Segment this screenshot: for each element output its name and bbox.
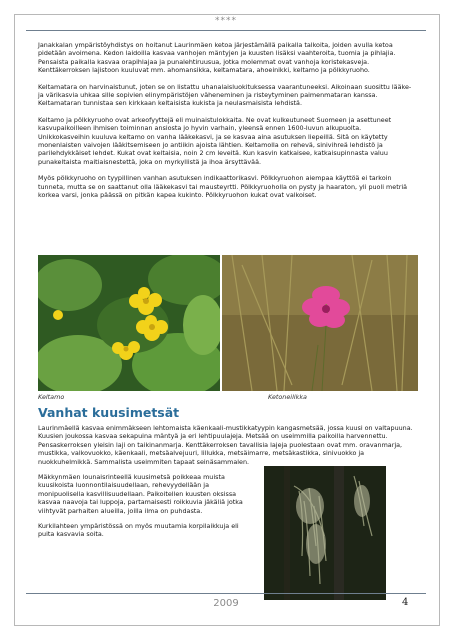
ketoneilikka-caption: Ketoneilikka [268,393,307,401]
paragraph-4: Myös pölkkyruoho on tyypillinen vanhan asutuksen indikaattorikasvi. Pölkkyruohon aiempaa käyttöä ei tarkoin tunneta, mutta se on saattanut olla lääkekasvi tai mausteyrtti. Pölkkyruoholla on pysty ja haaraton, yli puoli metriä korkea varsi, jonka päässä on pitkän kapea kukinto. Pölkkyruohon kukat ovat valkoiset. [38,174,408,200]
ketoneilikka-image [222,255,418,391]
header-rule [26,30,426,31]
section-paragraph-2: Mäkkynmäen lounaisrinteellä kuusimetsä poikkeaa muista kuusikoista luonnontilaisuudellaan, rehevyydellään ja monipuolisella kasvillisuudellaan. Paikoitellen kuusten oksissa kasvaa naavoja tai luppoja, partamaisesti roikkuvia jäkäliä jotka viihtyvät parhaiten alueilla, joilla ilma on puhdasta. [38,473,243,515]
body-text [38,41,414,208]
section-heading: Vanhat kuusimetsät [38,405,180,420]
section-paragraph-1: Laurinmäellä kasvaa enimmäkseen lehtomaista käenkaali-mustikkatyypin kangasmetsää, jossa kuusi on valtapuuna. Kuusien joukossa kasvaa sekapuina mäntyä ja eri lehtipuulajeja. Metsää on useimmilla paikoilla harvennettu. Pensaskerroksen yleisin laji on taikinanmarja. Kenttäkerroksen tavallisia lajeja puolestaan ovat mm. oravanmarja, mustikka, valkovuokko, käenkaali, metsäalvejuuri, lillukka, metsäimarre, metsäkastikka, sinivuokko ja nuokkuhelmikkä. Sammalista useimmiten tapaat seinäsammalen. [38,424,413,466]
paragraph-1: Janakkalan ympäristöyhdistys on hoitanut Laurinmäen ketoa järjestämällä paikalla talkoita, joiden avulla ketoa pidetään avoimena. Kedon laidoilla kasvaa vanhojen mäntyjen ja kuusten lisäksi vaahteroita, tuomia ja pihlajia. Pensaista paikalla kasvaa orapihlajaa ja punalehtiruusua, jotka molemmat ovat vanhoja koristekasveja. Kenttäkerroksen lajistoon kuuluvat mm. ahomansikka, keltamatara, ahoeinikki, keltamo ja pölkkyruoho. [38,41,396,75]
paragraph-3: Keltamo ja pölkkyruoho ovat arkeofyyttejä eli muinaistulokkaita. Ne ovat kulkeutuneet Suomeen ja asettuneet kasvupaikoilleen ihmisen toiminnan ansiosta jo hyvin varhain, yleensä ennen 1600-luvun alkupuolta. Unikkokasveihin kuuluva keltamo on vanha lääkekasvi, ja se kasvaa aina asutuksen liepeillä. Sitä on käytetty monenlaisten vaivojen lääkitsemiseen jo antiikin ajoista lähtien. Keltamolla on rehevä, sinivihreä lehdistö ja parilehdykkäiset lehdet. Kukat ovat keltaisia, noin 2 cm leveitä. Kun kasvin katkaisee, katkaisupinnasta valuu punakeltaista maitiaisnestettä, joka on myrkyllistä ja ihoa ärsyttävää. [38,115,392,166]
page-number: 4 [402,597,409,608]
forest-image [264,466,386,600]
header-mark: **** [215,16,237,26]
ketoneilikka-photo [222,255,418,391]
footer-rule [26,593,426,594]
footer-year: 2009 [213,598,239,609]
forest-photo [264,466,386,600]
section-paragraph-3: Kurkilahteen ympäristössä on myös muutamia korpilaikkuja eli puita kasvavia soita. [38,522,239,539]
keltamo-photo [38,255,220,391]
paragraph-2: Keltamatara on harvinaistunut, joten se on listattu uhanalaisluokituksessa vaarantuneeksi. Aikoinaan suosittu lääke- ja värikasvia uhkaa sille sopivien elinympäristöjen väheneminen ja risteytyminen paimenmataran kanssa. Keltamataran tunnistaa sen kirkkaan keltaisista kukista ja neulasmaisista lehdistä. [38,82,412,108]
photo-row [38,255,418,400]
keltamo-caption: Keltamo [38,393,65,401]
keltamo-image [38,255,220,391]
